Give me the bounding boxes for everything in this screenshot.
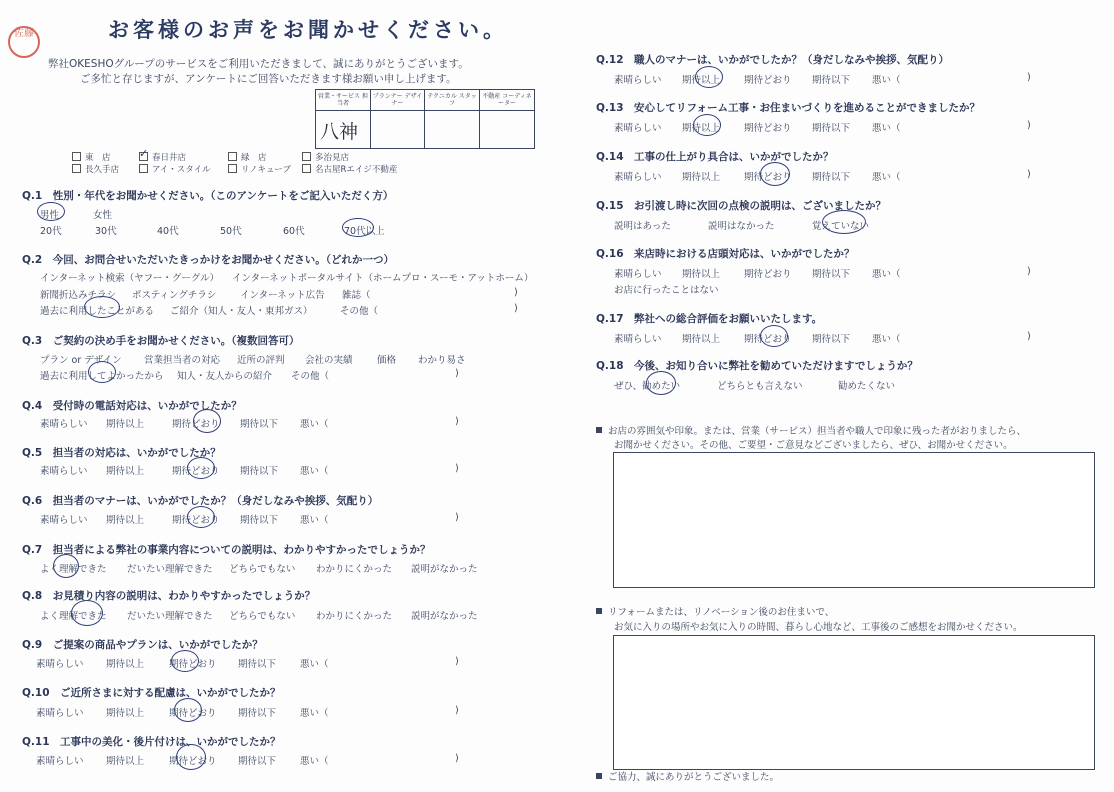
answer-option[interactable]: 男性 — [40, 210, 60, 221]
checkbox-icon[interactable] — [72, 152, 81, 161]
answer-option[interactable]: 期待以下 — [812, 123, 851, 134]
answer-option: ) — [1027, 331, 1031, 342]
answer-option[interactable]: 期待以下 — [238, 708, 277, 719]
answer-option[interactable]: 期待どおり — [172, 466, 220, 477]
answer-option[interactable]: 悪い（ — [300, 466, 329, 477]
page-title: お客様のお声をお聞かせください。 — [108, 18, 508, 42]
answer-option[interactable]: 素晴らしい — [614, 75, 662, 86]
answer-option[interactable]: ぜひ、勧めたい — [614, 381, 681, 392]
answer-circle — [646, 371, 676, 395]
answer-option[interactable]: 期待どおり — [744, 269, 792, 280]
answer-option[interactable]: 女性 — [93, 210, 113, 221]
answer-option[interactable]: その他（ — [291, 371, 330, 382]
checkbox-icon[interactable] — [139, 164, 148, 173]
answer-option[interactable]: 期待以上 — [682, 123, 721, 134]
answer-option[interactable]: だいたい理解できた — [127, 611, 213, 622]
answer-option[interactable]: 期待以上 — [106, 515, 145, 526]
answer-option[interactable]: ポスティングチラシ — [132, 290, 217, 301]
answer-option[interactable]: 70代以上 — [344, 226, 385, 237]
answer-option[interactable]: 素晴らしい — [40, 466, 88, 477]
answer-circle — [760, 325, 788, 347]
answer-option: ) — [455, 512, 459, 523]
answer-option: ) — [455, 416, 459, 427]
answer-option[interactable]: わかりにくかった — [316, 564, 393, 575]
staff-cell-technical[interactable] — [425, 111, 480, 148]
answer-option[interactable]: 素晴らしい — [614, 172, 662, 183]
answer-option: ) — [1027, 169, 1031, 180]
staff-header-planner: プランナー デザイナー — [371, 90, 425, 111]
answer-option[interactable]: 期待以上 — [106, 708, 145, 719]
answer-circle — [174, 698, 202, 722]
answer-option: ) — [455, 753, 459, 764]
store-option[interactable]: 名古屋Rエイジ不動産 — [302, 163, 397, 175]
staff-table — [315, 89, 535, 149]
answer-option[interactable]: よく理解できた — [40, 564, 107, 575]
store-option[interactable]: アイ・スタイル — [139, 163, 211, 175]
answer-option[interactable]: 素晴らしい — [36, 756, 84, 767]
answer-option[interactable]: 雑誌（ — [342, 290, 371, 301]
answer-option[interactable]: 悪い（ — [300, 659, 329, 670]
answer-option[interactable]: 過去に利用してよかったから — [40, 371, 164, 382]
answer-option[interactable]: ご紹介（知人・友人・東邦ガス） — [170, 306, 313, 317]
answer-option[interactable]: 新聞折込みチラシ — [40, 290, 117, 301]
question-q1: Q.1 性別・年代をお聞かせください。（このアンケートをご記入いただく方） — [22, 190, 394, 202]
answer-option[interactable]: 期待どおり — [169, 659, 217, 670]
answer-option[interactable]: 説明がなかった — [411, 611, 478, 622]
answer-option[interactable]: 期待どおり — [744, 75, 792, 86]
answer-option[interactable]: プラン or デザイン — [40, 355, 122, 366]
answer-option[interactable]: 期待以上 — [106, 466, 145, 477]
answer-option[interactable]: 期待以下 — [238, 659, 277, 670]
comment-prompt-1: お店の雰囲気や印象。または、営業（サービス）担当者や職人で印象に残った者がおりましたら、 — [596, 423, 1026, 437]
answer-option[interactable]: 素晴らしい — [36, 708, 84, 719]
answer-option[interactable]: 期待以上 — [682, 172, 721, 183]
answer-option[interactable]: 会社の実績 — [305, 355, 353, 366]
answer-option[interactable]: どちらでもない — [229, 564, 296, 575]
answer-circle — [822, 210, 866, 234]
name-stamp: 佐藤 — [8, 26, 40, 58]
answer-circle — [171, 650, 199, 672]
answer-option[interactable]: 悪い（ — [300, 756, 329, 767]
answer-option[interactable]: 30代 — [95, 226, 117, 237]
store-option[interactable]: 東 店 — [72, 151, 111, 163]
answer-option[interactable]: 素晴らしい — [40, 419, 88, 430]
answer-option[interactable]: 素晴らしい — [614, 269, 662, 280]
question-q8: Q.8 お見積り内容の説明は、わかりやすかったでしょうか？ — [22, 590, 316, 602]
answer-option[interactable]: 素晴らしい — [614, 123, 662, 134]
staff-cell-realestate[interactable] — [480, 111, 534, 148]
answer-option: ) — [455, 463, 459, 474]
answer-circle — [84, 296, 120, 318]
question-q9: Q.9 ご提案の商品やプランは、いかがでしたか？ — [22, 639, 263, 651]
square-bullet-icon — [596, 427, 602, 433]
checkbox-checked-icon[interactable] — [139, 152, 148, 161]
answer-option[interactable]: 期待どおり — [744, 172, 792, 183]
answer-option[interactable]: 期待以上 — [106, 659, 145, 670]
answer-option[interactable]: 営業担当者の対応 — [144, 355, 221, 366]
answer-option[interactable]: 期待以下 — [240, 515, 279, 526]
answer-option[interactable]: 40代 — [157, 226, 179, 237]
answer-option[interactable]: 期待どおり — [172, 419, 220, 430]
question-q2: Q.2 今回、お問合せいただいたきっかけをお聞かせください。（どれか一つ） — [22, 254, 394, 266]
store-option[interactable]: リノキューブ — [228, 163, 291, 175]
question-q10: Q.10 ご近所さまに対する配慮は、いかがでしたか？ — [22, 687, 281, 699]
answer-option[interactable]: 説明はなかった — [708, 221, 775, 232]
answer-option[interactable]: 期待以下 — [240, 419, 279, 430]
answer-option[interactable]: 期待以上 — [682, 269, 721, 280]
comment-prompt-2: リフォームまたは、リノベーション後のお住まいで、 — [596, 604, 834, 618]
question-q12: Q.12 職人のマナーは、いかがでしたか？（身だしなみや挨拶、気配り） — [596, 54, 950, 66]
comment-prompt-2b: お気に入りの場所やお気に入りの時間、暮らし心地など、工事後のご感想をお聞かせください。 — [614, 622, 1023, 633]
answer-option[interactable]: お店に行ったことはない — [614, 285, 719, 296]
answer-option[interactable]: どちらでもない — [229, 611, 296, 622]
answer-option: ) — [455, 656, 459, 667]
answer-circle — [88, 361, 116, 383]
answer-option[interactable]: 勧めたくない — [838, 381, 896, 392]
answer-option[interactable]: 知人・友人からの紹介 — [177, 371, 273, 382]
answer-option[interactable]: 悪い（ — [872, 334, 901, 345]
answer-option[interactable]: その他（ — [340, 306, 379, 317]
answer-option[interactable]: 悪い（ — [300, 419, 329, 430]
store-option[interactable]: 多治見店 — [302, 151, 349, 163]
answer-option[interactable]: 期待以下 — [238, 756, 277, 767]
answer-option: ) — [1027, 72, 1031, 83]
answer-option[interactable]: インターネットポータルサイト（ホームプロ・スーモ・アットホーム） — [232, 273, 534, 284]
store-option[interactable]: 緑 店 — [228, 151, 267, 163]
answer-option[interactable]: 期待以上 — [682, 334, 721, 345]
checkbox-icon[interactable] — [228, 152, 237, 161]
answer-option: ) — [1027, 266, 1031, 277]
question-q11: Q.11 工事中の美化・後片付けは、いかがでしたか？ — [22, 736, 281, 748]
answer-option[interactable]: わかりにくかった — [316, 611, 393, 622]
answer-circle — [342, 218, 374, 237]
comment-box-1[interactable] — [613, 452, 1095, 588]
answer-option[interactable]: 悪い（ — [300, 515, 329, 526]
square-bullet-icon — [596, 773, 602, 779]
store-option[interactable]: 長久手店 — [72, 163, 119, 175]
staff-signature[interactable]: 八神 — [316, 111, 371, 148]
answer-option[interactable]: 50代 — [220, 226, 242, 237]
answer-option[interactable]: 期待以下 — [812, 334, 851, 345]
answer-option[interactable]: 悪い（ — [872, 172, 901, 183]
answer-circle — [53, 554, 79, 578]
staff-header-realestate: 不動産 コーディネーター — [480, 90, 534, 111]
answer-option[interactable]: 期待どおり — [172, 515, 220, 526]
intro-line-1: 弊社OKESHOグループのサービスをご利用いただきまして、誠にありがとうございます。 — [48, 58, 469, 70]
answer-option[interactable]: 期待以上 — [106, 756, 145, 767]
staff-cell-planner[interactable] — [371, 111, 425, 148]
answer-option[interactable]: 期待以下 — [812, 172, 851, 183]
answer-option[interactable]: 期待どおり — [169, 756, 217, 767]
answer-option: ) — [514, 287, 518, 298]
answer-option[interactable]: 期待以下 — [812, 269, 851, 280]
answer-circle — [37, 202, 65, 221]
answer-option[interactable]: インターネット検索（ヤフー・グーグル） — [40, 273, 220, 284]
comment-prompt-1b: お聞かせください。その他、ご要望・ご意見などございましたら、ぜひ、お聞かせください。 — [614, 440, 1013, 451]
answer-option[interactable]: インターネット広告 — [240, 290, 325, 301]
thanks-note: ご協力、誠にありがとうございました。 — [596, 769, 779, 783]
question-q15: Q.15 お引渡し時に次回の点検の説明は、ございましたか？ — [596, 200, 887, 212]
answer-circle — [187, 506, 215, 528]
checkbox-icon[interactable] — [228, 164, 237, 173]
question-q13: Q.13 安心してリフォーム工事・お住まいづくりを進めることができましたか？ — [596, 102, 981, 114]
answer-circle — [193, 409, 221, 433]
answer-option[interactable]: 期待どおり — [744, 334, 792, 345]
square-bullet-icon — [596, 608, 602, 614]
answer-circle — [176, 744, 206, 770]
answer-option[interactable]: だいたい理解できた — [127, 564, 213, 575]
intro-line-2: ご多忙と存じますが、アンケートにご回答いただきます様お願い申し上げます。 — [80, 73, 457, 85]
answer-option[interactable]: 説明はあった — [614, 221, 671, 232]
staff-header-technical: テクニカル スタッフ — [425, 90, 480, 111]
answer-option[interactable]: よく理解できた — [40, 611, 107, 622]
answer-circle — [695, 66, 723, 88]
question-q5: Q.5 担当者の対応は、いかがでしたか？ — [22, 447, 221, 459]
answer-option: ) — [455, 368, 459, 379]
answer-option[interactable]: 悪い（ — [872, 123, 901, 134]
answer-option[interactable]: 素晴らしい — [36, 659, 84, 670]
answer-option[interactable]: 悪い（ — [872, 75, 901, 86]
answer-option: ) — [514, 303, 518, 314]
checkbox-icon[interactable] — [302, 164, 311, 173]
answer-option[interactable]: 期待以上 — [106, 419, 145, 430]
question-q16: Q.16 来店時における店頭対応は、いかがでしたか？ — [596, 248, 855, 260]
answer-circle — [187, 457, 215, 479]
answer-circle — [71, 600, 103, 626]
checkbox-icon[interactable] — [72, 164, 81, 173]
answer-option[interactable]: 覚えていない — [812, 221, 870, 232]
question-q3: Q.3 ご契約の決め手をお聞かせください。（複数回答可） — [22, 335, 300, 347]
question-q6: Q.6 担当者のマナーは、いかがでしたか？（身だしなみや挨拶、気配り） — [22, 495, 379, 507]
answer-option[interactable]: 期待以下 — [812, 75, 851, 86]
comment-box-2[interactable] — [613, 635, 1095, 770]
answer-option[interactable]: 説明がなかった — [411, 564, 478, 575]
answer-option[interactable]: 期待以下 — [240, 466, 279, 477]
answer-option[interactable]: 悪い（ — [300, 708, 329, 719]
answer-option[interactable]: 価格 — [377, 355, 397, 366]
answer-option[interactable]: 近所の評判 — [237, 355, 285, 366]
answer-option[interactable]: 素晴らしい — [614, 334, 662, 345]
answer-option[interactable]: どちらとも言えない — [717, 381, 803, 392]
checkbox-icon[interactable] — [302, 152, 311, 161]
answer-circle — [693, 114, 721, 136]
answer-option[interactable]: 期待どおり — [744, 123, 792, 134]
question-q14: Q.14 工事の仕上がり具合は、いかがでしたか？ — [596, 151, 834, 163]
answer-option[interactable]: 期待どおり — [169, 708, 217, 719]
answer-option[interactable]: 60代 — [283, 226, 305, 237]
question-q4: Q.4 受付時の電話対応は、いかがでしたか？ — [22, 400, 242, 412]
answer-option[interactable]: 期待以上 — [682, 75, 721, 86]
answer-option[interactable]: 過去に利用したことがある — [40, 306, 155, 317]
question-q7: Q.7 担当者による弊社の事業内容についての説明は、わかりやすかったでしょうか？ — [22, 544, 431, 556]
answer-option: ) — [455, 705, 459, 716]
store-option[interactable]: ✓ 春日井店 — [139, 151, 186, 163]
answer-option[interactable]: 素晴らしい — [40, 515, 88, 526]
answer-option[interactable]: 20代 — [40, 226, 62, 237]
answer-option[interactable]: わかり易さ — [418, 355, 466, 366]
question-q18: Q.18 今後、お知り合いに弊社を勧めていただけますでしょうか？ — [596, 360, 918, 372]
answer-option: ) — [1027, 120, 1031, 131]
question-q17: Q.17 弊社への総合評価をお願いいたします。 — [596, 313, 823, 325]
staff-header-sales: 営業・サービス 担当者 — [316, 90, 371, 111]
answer-circle — [760, 162, 790, 186]
answer-option[interactable]: 悪い（ — [872, 269, 901, 280]
